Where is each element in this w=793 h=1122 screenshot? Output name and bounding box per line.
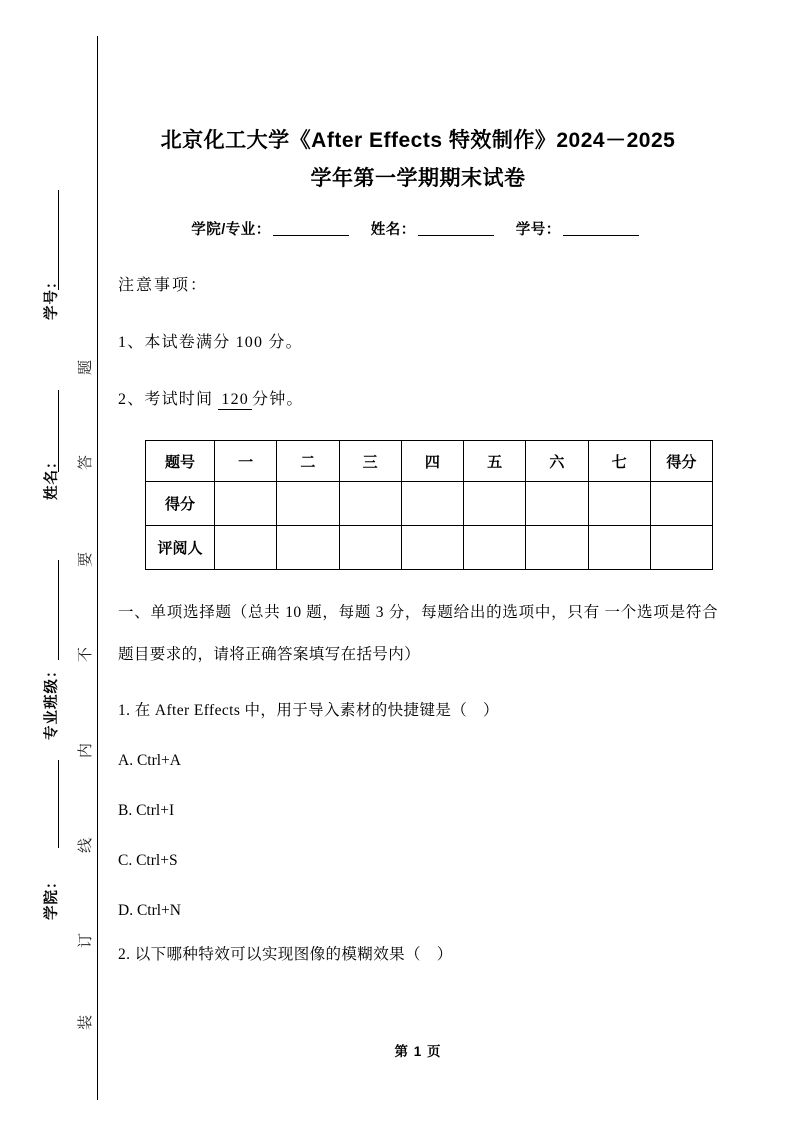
question-1-option-d[interactable]: D. Ctrl+N bbox=[118, 902, 181, 919]
question-1-option-b[interactable]: B. Ctrl+I bbox=[118, 802, 175, 819]
reviewer-cell-total[interactable] bbox=[650, 526, 712, 570]
section-one-heading-line2: 一个选项是符合题目要求的，请将正确答案填写在括号内） bbox=[118, 604, 718, 663]
field-label-xingming: 姓名： bbox=[44, 453, 60, 500]
score-cell-7[interactable] bbox=[588, 482, 650, 526]
reviewer-cell-4[interactable] bbox=[401, 526, 463, 570]
table-header-3: 三 bbox=[339, 441, 401, 482]
table-row-reviewer bbox=[146, 526, 713, 570]
seal-char-da: 答 bbox=[77, 454, 94, 470]
score-cell-1[interactable] bbox=[215, 482, 277, 526]
dept-major-label: 学院/专业： bbox=[191, 222, 271, 238]
exam-duration-prefix: 2、考试时间 bbox=[118, 391, 214, 408]
notice-heading: 注意事项： bbox=[118, 277, 209, 294]
field-label-zhuanyebanji: 专业班级： bbox=[44, 662, 60, 740]
score-cell-5[interactable] bbox=[464, 482, 526, 526]
seal-char-bu: 不 bbox=[77, 646, 94, 662]
binding-strip bbox=[0, 0, 110, 1122]
score-cell-2[interactable] bbox=[277, 482, 339, 526]
field-label-xuehao: 学号： bbox=[44, 273, 60, 320]
table-row-score bbox=[146, 482, 713, 526]
reviewer-cell-5[interactable] bbox=[464, 526, 526, 570]
title-line-2: 学年第一学期期末试卷 bbox=[310, 167, 526, 190]
student-id-label: 学号： bbox=[515, 222, 561, 238]
table-header-timu: 题号 bbox=[146, 441, 215, 482]
score-table bbox=[145, 440, 713, 570]
table-header-defen: 得分 bbox=[650, 441, 712, 482]
seal-char-xian: 线 bbox=[77, 837, 94, 853]
seal-char-ti: 题 bbox=[77, 359, 94, 375]
question-2-text: 2. 以下哪种特效可以实现图像的模糊效果（ ） bbox=[118, 946, 453, 963]
question-1-option-c[interactable]: C. Ctrl+S bbox=[118, 852, 178, 869]
table-row-header bbox=[146, 441, 713, 482]
name-blank[interactable] bbox=[418, 222, 494, 236]
field-rule-4 bbox=[58, 760, 59, 848]
page-title bbox=[118, 0, 718, 198]
notice-item-2 bbox=[118, 352, 718, 410]
question-1-option-a[interactable]: A. Ctrl+A bbox=[118, 752, 181, 769]
seal-char-yao: 要 bbox=[77, 551, 94, 567]
student-form-line bbox=[118, 218, 718, 239]
reviewer-cell-6[interactable] bbox=[526, 526, 588, 570]
field-rule-3 bbox=[58, 560, 59, 660]
name-label: 姓名： bbox=[370, 222, 416, 238]
row-label-reviewer: 评阅人 bbox=[146, 526, 215, 570]
score-cell-3[interactable] bbox=[339, 482, 401, 526]
seal-char-zhuang: 装 bbox=[77, 1014, 94, 1030]
reviewer-cell-2[interactable] bbox=[277, 526, 339, 570]
score-cell-6[interactable] bbox=[526, 482, 588, 526]
exam-paper-body bbox=[118, 0, 718, 1122]
dept-major-blank[interactable] bbox=[273, 222, 349, 236]
table-header-4: 四 bbox=[401, 441, 463, 482]
reviewer-cell-3[interactable] bbox=[339, 526, 401, 570]
table-header-1: 一 bbox=[215, 441, 277, 482]
page-footer: 第 1 页 bbox=[394, 1044, 442, 1059]
student-id-blank[interactable] bbox=[563, 222, 639, 236]
table-header-2: 二 bbox=[277, 441, 339, 482]
exam-duration-suffix: 分钟。 bbox=[252, 391, 304, 408]
seal-char-nei: 内 bbox=[77, 742, 94, 758]
section-one-heading-line1: 一、单项选择题（总共 10 题，每题 3 分，每题给出的选项中，只有 bbox=[118, 604, 600, 621]
table-header-5: 五 bbox=[464, 441, 526, 482]
section-one-heading bbox=[118, 570, 718, 676]
reviewer-cell-7[interactable] bbox=[588, 526, 650, 570]
reviewer-cell-1[interactable] bbox=[215, 526, 277, 570]
row-label-score: 得分 bbox=[146, 482, 215, 526]
table-header-6: 六 bbox=[526, 441, 588, 482]
seal-char-ding: 订 bbox=[77, 932, 94, 948]
title-line-1: 北京化工大学《After Effects 特效制作》2024－2025 bbox=[160, 129, 676, 152]
score-cell-4[interactable] bbox=[401, 482, 463, 526]
binding-divider-line bbox=[97, 36, 98, 1100]
score-cell-total[interactable] bbox=[650, 482, 712, 526]
field-label-xueyuan: 学院： bbox=[44, 873, 60, 920]
notice-item-1: 1、本试卷满分 100 分。 bbox=[118, 334, 303, 351]
question-1-text: 1. 在 After Effects 中，用于导入素材的快捷键是（ ） bbox=[118, 702, 499, 719]
exam-duration-value: 120 bbox=[218, 391, 252, 410]
table-header-7: 七 bbox=[588, 441, 650, 482]
